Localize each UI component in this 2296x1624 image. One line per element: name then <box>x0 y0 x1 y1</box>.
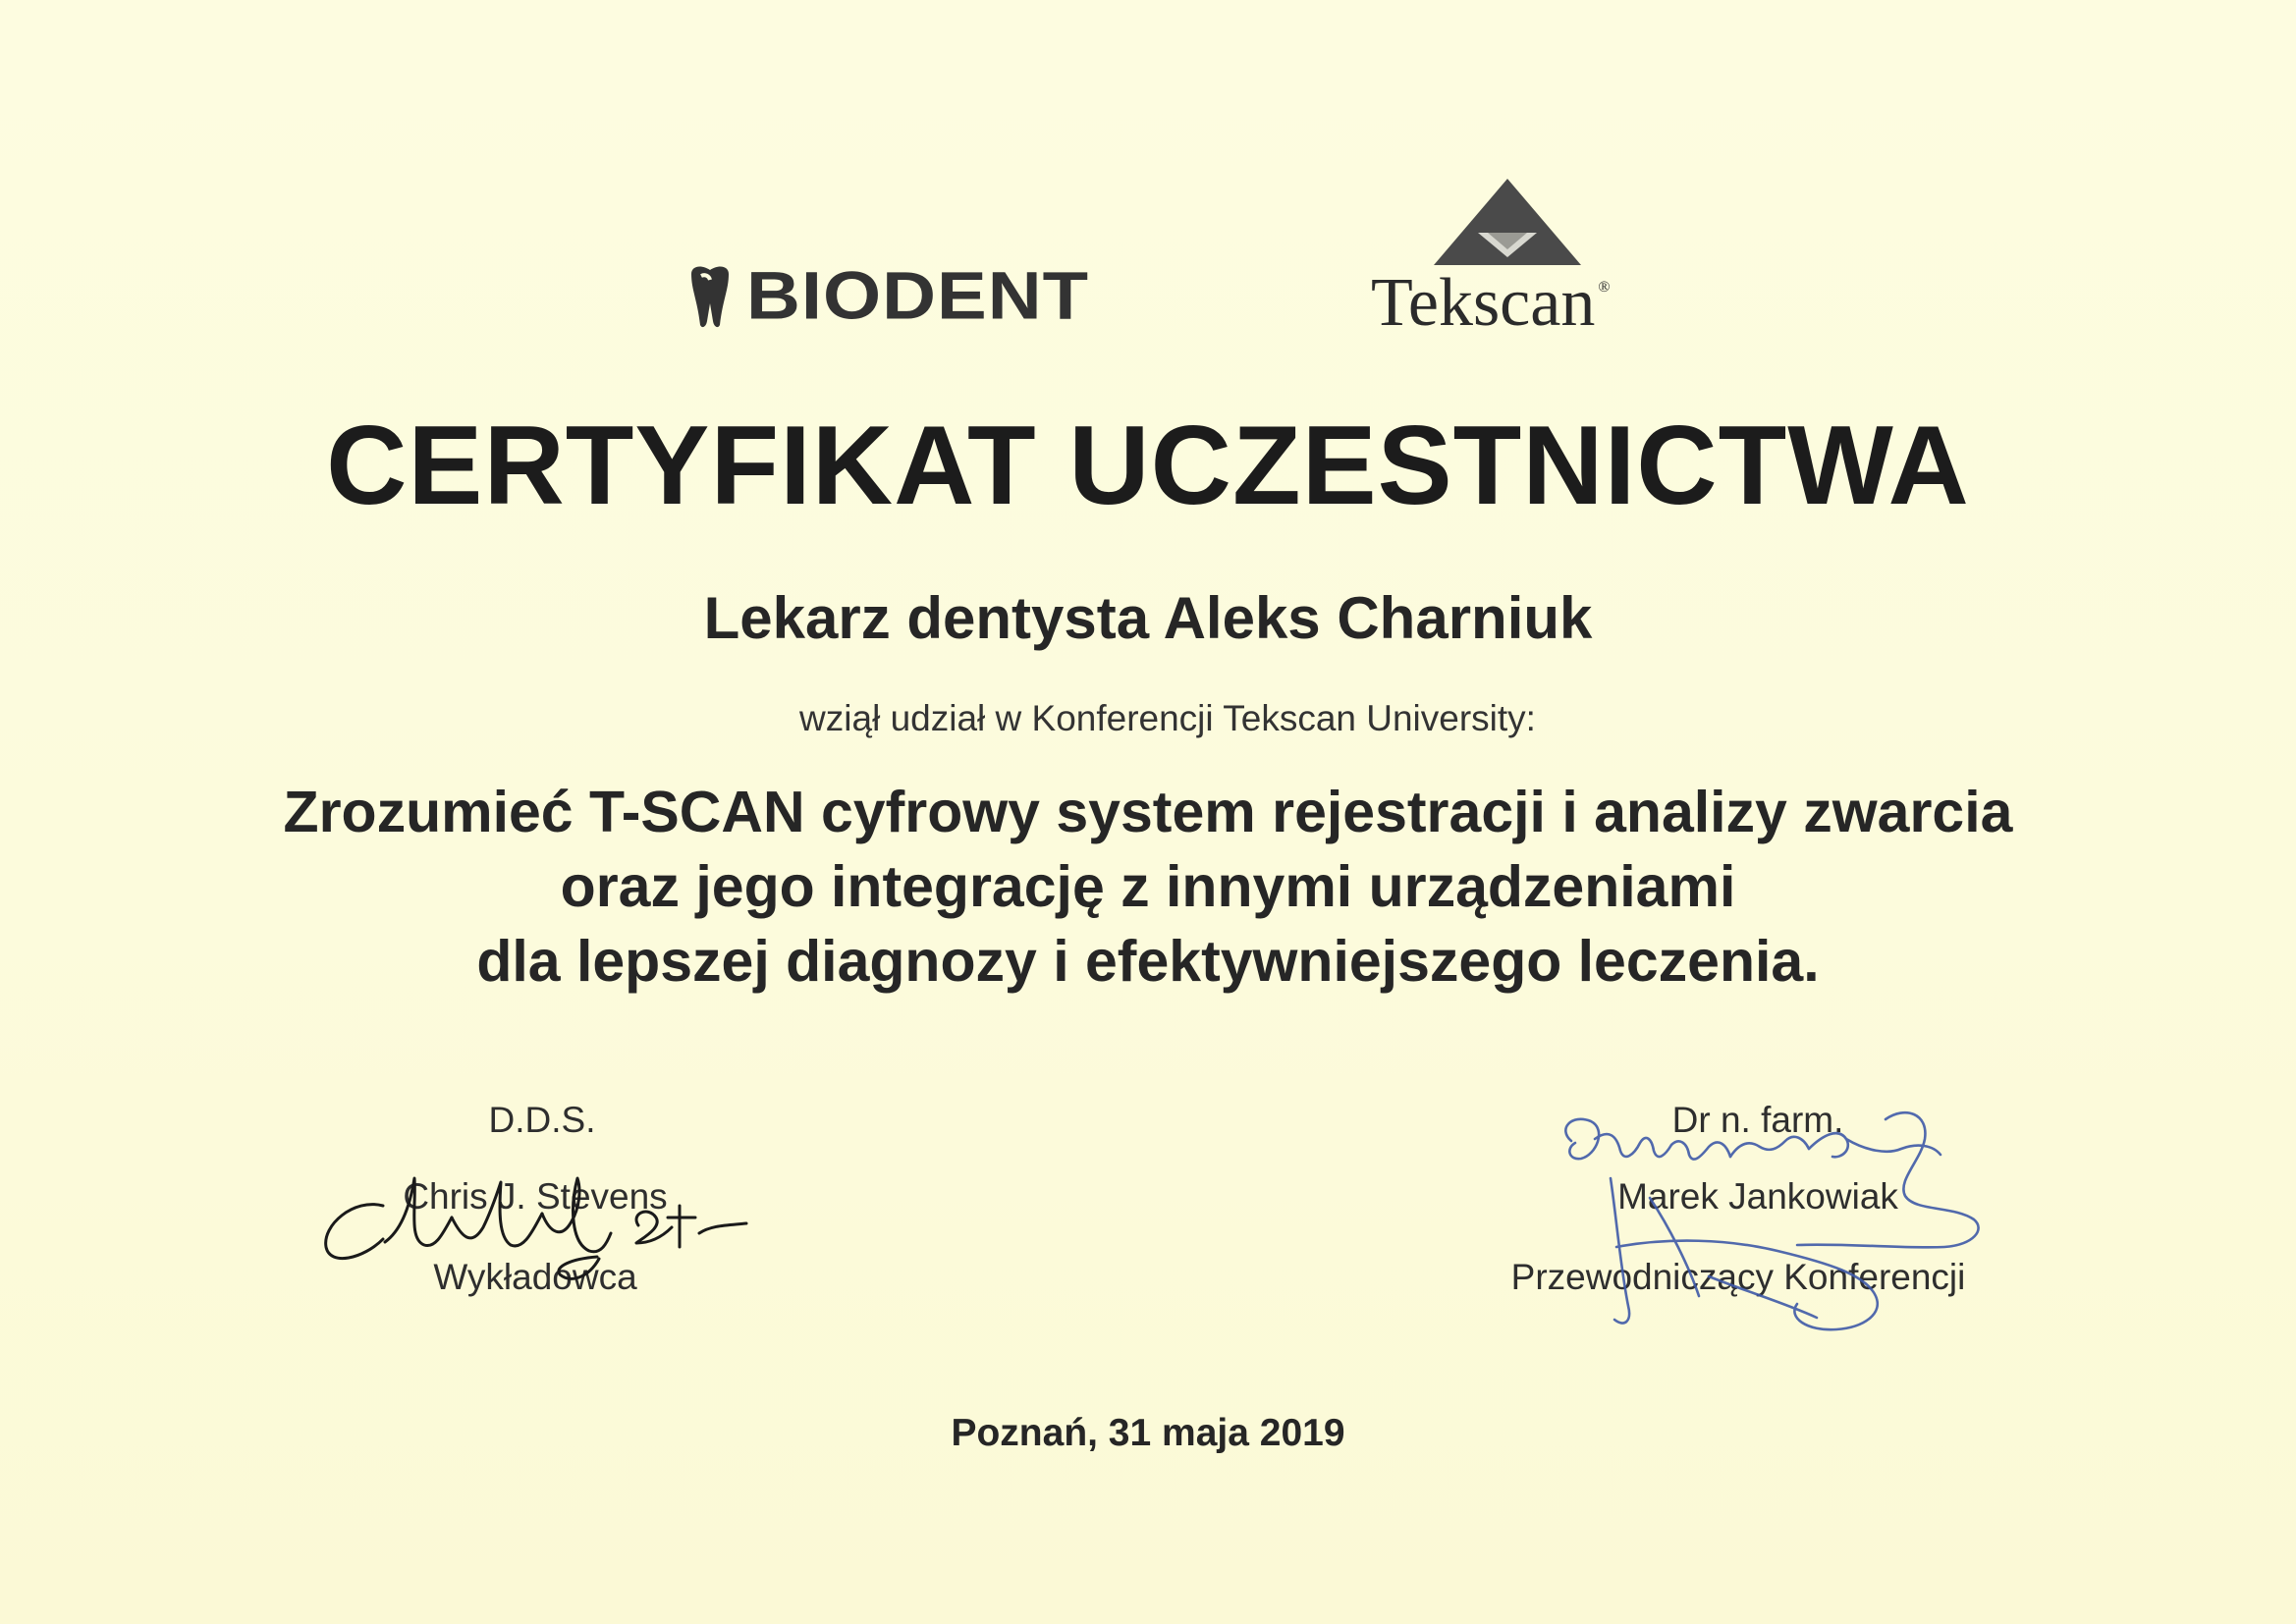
left-signatory-name: Chris J. Stevens <box>403 1176 668 1217</box>
right-signatory-role: Przewodniczący Konferencji <box>1510 1257 1966 1297</box>
biodent-wordmark: BIODENT <box>746 258 1089 334</box>
tekscan-logo <box>1365 179 1660 346</box>
left-signatory-title: D.D.S. <box>488 1100 596 1140</box>
topic-line: dla lepszej diagnozy i efektywniejszego leczenia. <box>476 929 1820 994</box>
certificate-title: CERTYFIKAT UCZESTNICTWA <box>326 404 1970 528</box>
topic-line: Zrozumieć T-SCAN cyfrowy system rejestracji i analizy zwarcia <box>283 780 2013 844</box>
registered-mark: ® <box>1598 279 1611 296</box>
intro-text: wziął udział w Konferencji Tekscan University: <box>799 698 1536 738</box>
right-signatory-title: Dr n. farm. <box>1671 1100 1844 1140</box>
topic-line: oraz jego integrację z innymi urządzeniami <box>560 854 1736 919</box>
place-and-date: Poznań, 31 maja 2019 <box>951 1412 1345 1454</box>
right-handwritten-signature <box>1552 1100 2013 1365</box>
recipient-name: Lekarz dentysta Aleks Charniuk <box>703 585 1593 651</box>
tekscan-wordmark: Tekscan ® <box>1371 265 1611 341</box>
right-signatory-name: Marek Jankowiak <box>1617 1176 1898 1217</box>
left-handwritten-signature <box>314 1149 756 1296</box>
left-signatory-role: Wykładowca <box>433 1257 637 1297</box>
triangle-logo-icon <box>1434 179 1581 267</box>
tooth-icon <box>687 264 733 329</box>
biodent-logo <box>687 257 1089 336</box>
